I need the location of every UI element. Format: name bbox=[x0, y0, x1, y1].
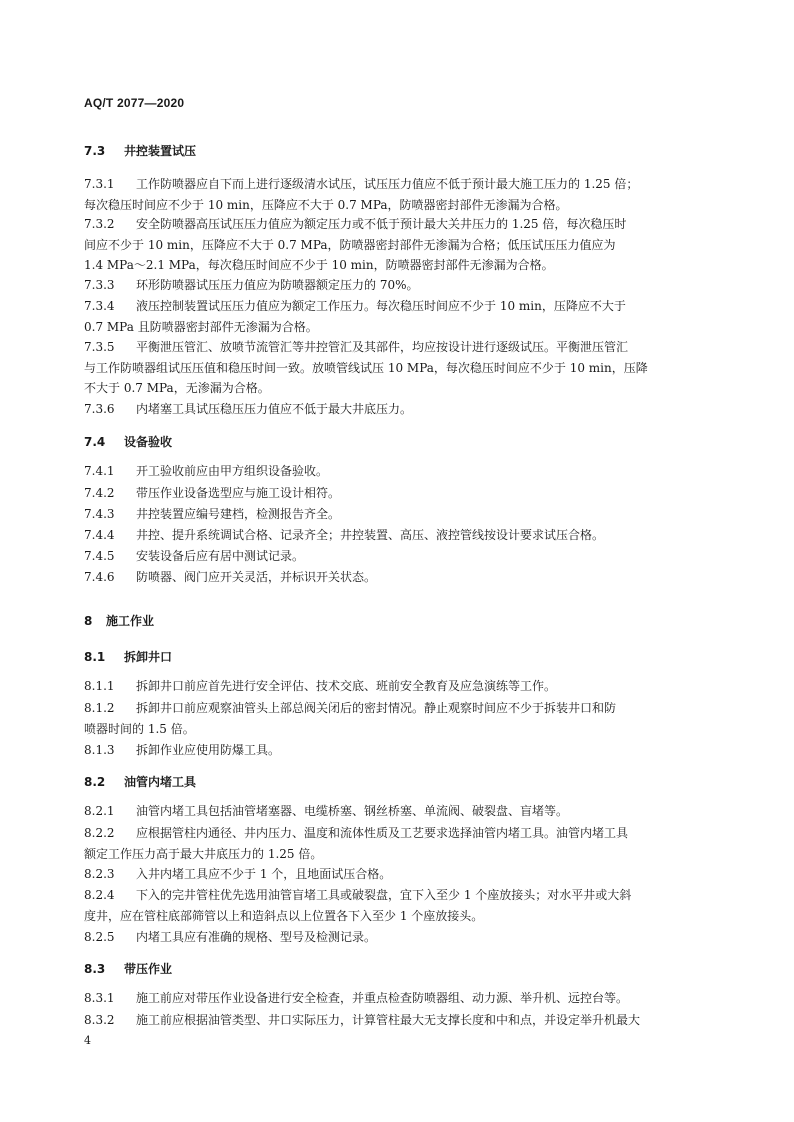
chapter-heading bbox=[84, 612, 154, 629]
clause-text: 工作防喷器应自下而上进行逐级清水试压，试压压力值应不低于预计最大施工压力的 1.25 倍； bbox=[136, 177, 639, 191]
clause-number: 7.3.5 bbox=[84, 340, 115, 354]
clause bbox=[84, 483, 712, 504]
clause-text: 开工验收前应由甲方组织设备验收。 bbox=[136, 464, 329, 478]
clause-text: 间应不少于 10 min，压降应不大于 0.7 MPa，防喷器密封部件无渗漏为合格；低压试压压力值应为 bbox=[84, 237, 616, 252]
section-number: 8.2 bbox=[84, 775, 106, 789]
section-number: 7.4 bbox=[84, 435, 106, 449]
clause-number: 8.2.3 bbox=[84, 867, 115, 881]
clause-number: 7.4.6 bbox=[84, 570, 115, 584]
clause bbox=[84, 567, 712, 588]
clause-text: 防喷器、阀门应开关灵活，并标识开关状态。 bbox=[136, 570, 377, 584]
clause-text: 井控装置应编号建档，检测报告齐全。 bbox=[136, 507, 341, 521]
clause-number: 8.1.1 bbox=[84, 679, 115, 693]
clause-text: 喷器时间的 1.5 倍。 bbox=[84, 721, 195, 736]
clause-number: 8.2.4 bbox=[84, 888, 115, 902]
clause-text: 井控、提升系统调试合格、记录齐全；井控装置、高压、液控管线按设计要求试压合格。 bbox=[136, 528, 605, 542]
clause-text: 平衡泄压管汇、放喷节流管汇等井控管汇及其部件，均应按设计进行逐级试压。平衡泄压管汇 bbox=[136, 340, 629, 354]
clause bbox=[84, 698, 712, 739]
clause-number: 8.1.3 bbox=[84, 743, 115, 757]
clause bbox=[84, 988, 712, 1009]
clause bbox=[84, 885, 712, 926]
section-heading bbox=[84, 648, 172, 665]
section-title: 拆卸井口 bbox=[124, 650, 173, 664]
clause-text: 每次稳压时间应不少于 10 min，压降应不大于 0.7 MPa，防喷器密封部件无渗漏为合格。 bbox=[84, 197, 568, 212]
clause-text: 0.7 MPa 且防喷器密封部件无渗漏为合格。 bbox=[84, 319, 318, 334]
standard-code-header: AQ/T 2077—2020 bbox=[84, 96, 185, 110]
clause bbox=[84, 740, 712, 761]
clause-number: 7.4.4 bbox=[84, 528, 115, 542]
clause-number: 8.2.5 bbox=[84, 930, 115, 944]
clause-number: 7.3.4 bbox=[84, 299, 115, 313]
clause-number: 7.3.2 bbox=[84, 217, 115, 231]
clause-text: 内堵工具应有准确的规格、型号及检测记录。 bbox=[136, 930, 377, 944]
clause-number: 7.4.5 bbox=[84, 549, 115, 563]
clause bbox=[84, 801, 712, 822]
clause-text: 安装设备后应有居中测试记录。 bbox=[136, 549, 305, 563]
clause-number: 7.4.1 bbox=[84, 464, 115, 478]
clause-number: 7.3.1 bbox=[84, 177, 115, 191]
clause bbox=[84, 864, 712, 885]
section-number: 7.3 bbox=[84, 144, 106, 158]
clause-text: 额定工作压力高于最大井底压力的 1.25 倍。 bbox=[84, 846, 323, 861]
section-title: 设备验收 bbox=[124, 435, 173, 449]
clause bbox=[84, 337, 712, 399]
clause-text: 拆卸井口前应观察油管头上部总阀关闭后的密封情况。静止观察时间应不少于拆装井口和防 bbox=[136, 701, 617, 715]
clause-number: 8.2.1 bbox=[84, 804, 115, 818]
clause bbox=[84, 399, 712, 420]
clause-number: 7.4.3 bbox=[84, 507, 115, 521]
section-title: 井控装置试压 bbox=[124, 144, 197, 158]
section-heading bbox=[84, 773, 196, 790]
clause-text: 下入的完井管柱优先选用油管盲堵工具或破裂盘，宜下入至少 1 个座放接头；对水平井或大斜 bbox=[136, 888, 632, 902]
clause bbox=[84, 823, 712, 864]
clause bbox=[84, 546, 712, 567]
clause-text: 与工作防喷器组试压压值和稳压时间一致。放喷管线试压 10 MPa，每次稳压时间应不少于 10 min，压降 bbox=[84, 360, 648, 375]
section-number: 8.3 bbox=[84, 962, 106, 976]
section-heading bbox=[84, 433, 172, 450]
clause bbox=[84, 174, 712, 215]
clause-text: 内堵塞工具试压稳压压力值应不低于最大井底压力。 bbox=[136, 402, 413, 416]
clause-text: 油管内堵工具包括油管堵塞器、电缆桥塞、钢丝桥塞、单流阀、破裂盘、盲堵等。 bbox=[136, 804, 569, 818]
clause bbox=[84, 461, 712, 482]
clause-number: 8.2.2 bbox=[84, 826, 115, 840]
clause-text: 应根据管柱内通径、井内压力、温度和流体性质及工艺要求选择油管内堵工具。油管内堵工具 bbox=[136, 826, 629, 840]
clause bbox=[84, 504, 712, 525]
clause-text: 度井，应在管柱底部筛管以上和造斜点以上位置各下入至少 1 个座放接头。 bbox=[84, 908, 484, 923]
section-title: 带压作业 bbox=[124, 962, 173, 976]
clause-text: 安全防喷器高压试压压力值应为额定压力或不低于预计最大关井压力的 1.25 倍，每次稳压时 bbox=[136, 217, 627, 231]
clause-number: 8.1.2 bbox=[84, 701, 115, 715]
clause bbox=[84, 927, 712, 948]
clause bbox=[84, 1010, 712, 1031]
chapter-number: 8 bbox=[84, 614, 93, 628]
clause-text: 不大于 0.7 MPa，无渗漏为合格。 bbox=[84, 381, 270, 395]
section-title: 油管内堵工具 bbox=[124, 775, 197, 789]
clause-text: 拆卸作业应使用防爆工具。 bbox=[136, 743, 281, 757]
chapter-title: 施工作业 bbox=[106, 614, 155, 628]
clause bbox=[84, 275, 712, 296]
clause bbox=[84, 214, 712, 276]
clause bbox=[84, 525, 712, 546]
clause-number: 7.4.2 bbox=[84, 486, 115, 500]
section-heading bbox=[84, 960, 172, 977]
clause-text: 带压作业设备选型应与施工设计相符。 bbox=[136, 486, 341, 500]
clause-text: 1.4 MPa～2.1 MPa，每次稳压时间应不少于 10 min，防喷器密封部件无渗漏为合格。 bbox=[84, 258, 554, 272]
clause-text: 液压控制装置试压压力值应为额定工作压力。每次稳压时间应不少于 10 min，压降应不大于 bbox=[136, 299, 626, 313]
clause-text: 环形防喷器试压压力值应为防喷器额定压力的 70%。 bbox=[136, 278, 419, 292]
clause-text: 施工前应根据油管类型、井口实际压力，计算管柱最大无支撑长度和中和点，并设定举升机最大 bbox=[136, 1013, 641, 1027]
page-number: 4 bbox=[84, 1034, 91, 1047]
clause-number: 8.3.2 bbox=[84, 1013, 115, 1027]
section-heading bbox=[84, 142, 196, 159]
clause bbox=[84, 676, 712, 697]
clause-number: 7.3.3 bbox=[84, 278, 115, 292]
clause-number: 7.3.6 bbox=[84, 402, 115, 416]
section-number: 8.1 bbox=[84, 650, 106, 664]
clause-text: 拆卸井口前应首先进行安全评估、技术交底、班前安全教育及应急演练等工作。 bbox=[136, 679, 557, 693]
clause-number: 8.3.1 bbox=[84, 991, 115, 1005]
clause-text: 施工前应对带压作业设备进行安全检查，并重点检查防喷器组、动力源、举升机、远控台等。 bbox=[136, 991, 629, 1005]
clause-text: 入井内堵工具应不少于 1 个，且地面试压合格。 bbox=[136, 867, 392, 881]
clause bbox=[84, 296, 712, 337]
